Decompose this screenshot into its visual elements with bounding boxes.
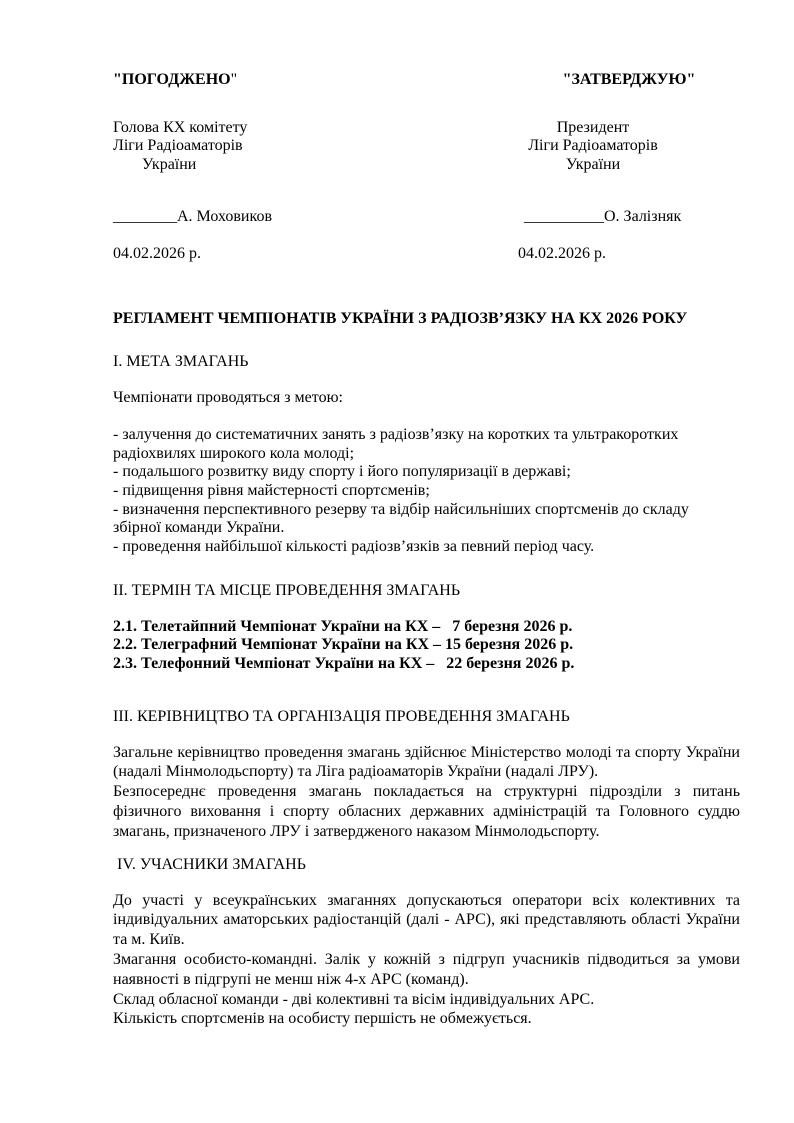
approval-header [113,71,740,263]
agreed-org [113,119,363,175]
agreed-signature-line: ________ [113,207,177,225]
approved-org-line: України [565,156,621,174]
section-3-paragraph: Загальне керівництво проведення змагань здійснює Міністерство молоді та спорту України (надалі Мінмолодьспорту) та Ліга радіоаматорів України (надалі ЛРУ). [113,743,740,781]
section-1-intro: Чемпіонати проводяться з метою: [113,389,343,407]
goal-item: - визначення перспективного резерву та відбір найсильніших спортсменів до складу збірної команди України. [113,500,693,537]
agreed-org-line: Ліги Радіоаматорів [113,137,243,155]
section-3-paragraph: Безпосереднє проведення змагань покладається на структурні підрозділи з питань фізичного виховання і спорту обласних державних адміністрацій та Головного суддю змагань, призначеного ЛРУ і затвердженого наказом Мінмолодьспорту. [113,783,740,840]
section-1-goal-list [113,426,740,557]
goal-item: - підвищення рівня майстерності спортсменів; [113,482,430,500]
event-item: 2.2. Телеграфний Чемпіонат України на КХ – 15 березня 2026 р. [113,636,574,654]
goal-item: - залучення до систематичних занять з радіозв’язку на коротких та ультракоротких радіохвилях широкого кола молоді; [113,425,683,462]
event-item: 2.3. Телефонний Чемпіонат України на КХ – 22 березня 2026 р. [113,655,575,673]
agreed-org-line: України [142,156,197,174]
section-4-paragraph: Змагання особисто-командні. Залік у кожній з підгруп учасників підводиться за умови наявності в підгрупі не менш ніж 4-х АРС (команд). [113,951,740,988]
approved-signature-name: О. Залізняк [604,207,682,225]
goal-item: - проведення найбільшої кількості радіозв’язків за певний період часу. [113,538,595,556]
section-4-paragraph: Кількість спортсменів на особисту першість не обмежується. [113,1010,532,1028]
agreed-date: 04.02.2026 р. [113,244,201,262]
approved-date: 04.02.2026 р. [518,244,606,262]
approved-org [518,119,668,175]
agreed-stamp-close-quote: " [230,71,238,88]
section-1-heading: І. МЕТА ЗМАГАНЬ [113,353,249,371]
agreed-block [113,71,363,263]
approved-signature [518,208,740,227]
event-item: 2.1. Телетайпний Чемпіонат України на КХ – 7 березня 2026 р. [113,617,573,635]
section-4-paragraph: До участі у всеукраїнських змаганнях допускаються оператори всіх колективних та індивідуальних аматорських радіостанцій (далі - АРС), які представляють області України та м. Київ. [113,891,740,949]
agreed-signature [113,208,363,227]
section-4-paragraph: Склад обласної команди - дві колективні та вісім індивідуальних АРС. [113,990,595,1008]
approved-org-line: Президент [556,118,630,136]
section-3-heading: ІІІ. КЕРІВНИЦТВО ТА ОРГАНІЗАЦІЯ ПРОВЕДЕННЯ ЗМАГАНЬ [113,707,570,725]
goal-item: - подальшого розвитку виду спорту і його популяризації в державі; [113,463,571,481]
section-2-event-list [113,618,740,674]
approved-stamp: "ЗАТВЕРДЖУЮ" [562,71,696,88]
document-title: РЕГЛАМЕНТ ЧЕМПІОНАТІВ УКРАЇНИ З РАДІОЗВ’ЯЗКУ НА КХ 2026 РОКУ [113,310,688,328]
section-4-heading: IV. УЧАСНИКИ ЗМАГАНЬ [113,855,306,873]
approved-block [518,71,740,263]
section-2-heading: ІІ. ТЕРМІН ТА МІСЦЕ ПРОВЕДЕННЯ ЗМАГАНЬ [113,581,461,599]
approved-org-line: Ліги Радіоаматорів [528,137,658,155]
agreed-stamp-text: "ПОГОДЖЕНО [113,71,231,88]
agreed-org-line: Голова КХ комітету [113,118,248,136]
agreed-stamp [113,71,363,90]
agreed-signature-name: А. Моховиков [177,207,273,225]
approved-signature-line: __________ [524,207,604,225]
